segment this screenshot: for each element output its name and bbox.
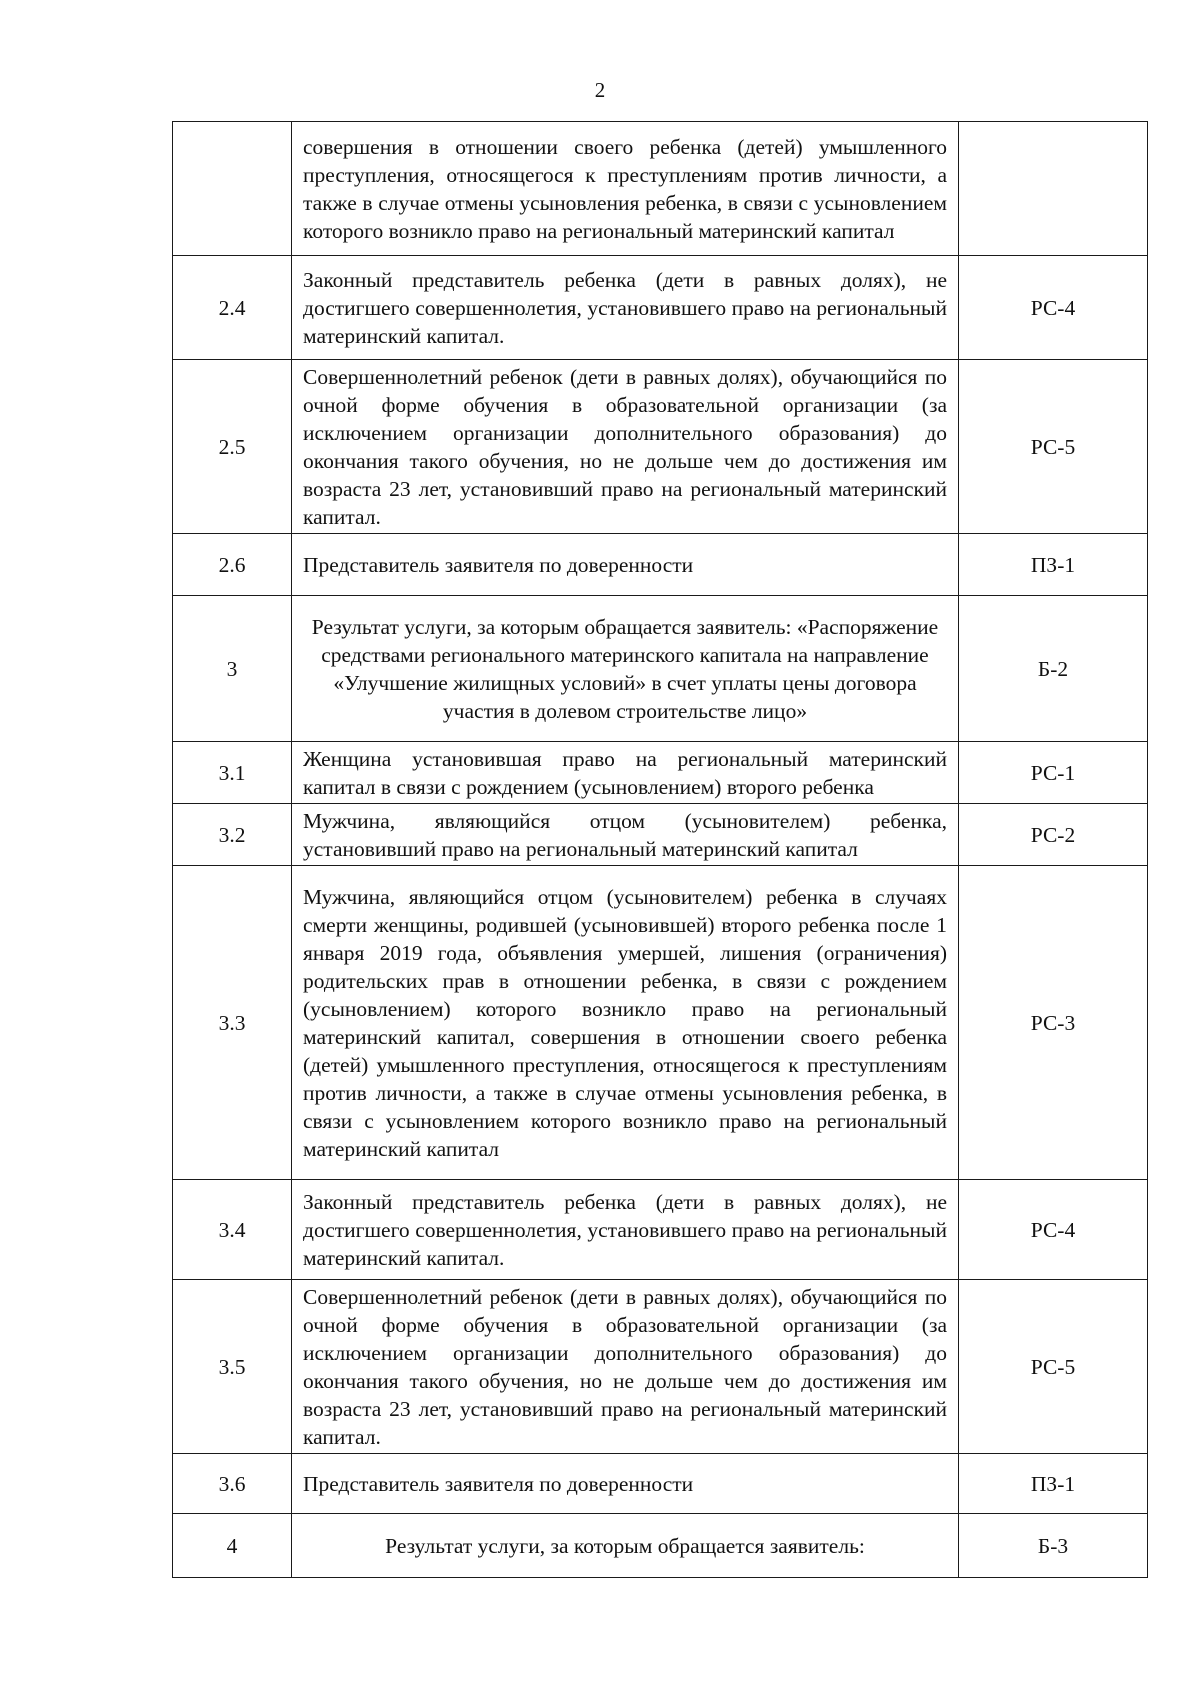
row-description: Мужчина, являющийся отцом (усыновителем) ребенка, установивший право на региональный материнский капитал xyxy=(292,804,959,866)
row-number: 3.3 xyxy=(173,866,292,1180)
table-row xyxy=(173,360,1148,534)
row-number: 3 xyxy=(173,596,292,742)
row-number: 3.6 xyxy=(173,1454,292,1514)
row-number: 3.2 xyxy=(173,804,292,866)
row-number: 3.5 xyxy=(173,1280,292,1454)
row-code: ПЗ-1 xyxy=(959,1454,1148,1514)
row-code: РС-2 xyxy=(959,804,1148,866)
row-number: 2.4 xyxy=(173,256,292,360)
table-row xyxy=(173,122,1148,256)
table-row xyxy=(173,1280,1148,1454)
row-description: Законный представитель ребенка (дети в равных долях), не достигшего совершеннолетия, установившего право на региональный материнский капитал. xyxy=(292,1180,959,1280)
row-code: РС-5 xyxy=(959,360,1148,534)
applicants-table xyxy=(172,121,1148,1578)
row-code: РС-4 xyxy=(959,1180,1148,1280)
row-number: 3.1 xyxy=(173,742,292,804)
row-description: Женщина установившая право на региональный материнский капитал в связи с рождением (усыновлением) второго ребенка xyxy=(292,742,959,804)
row-code: Б-2 xyxy=(959,596,1148,742)
page-number: 2 xyxy=(594,78,606,102)
row-description: Мужчина, являющийся отцом (усыновителем) ребенка в случаях смерти женщины, родившей (усыновившей) второго ребенка после 1 января 2019 года, объявления умершей, лишения (ограничения) родительских прав в отношении ребенка, в связи с рождением (усыновлением) которого возникло право на региональный материнский капитал, совершения в отношении своего ребенка (детей) умышленного преступления, относящегося к преступлениям против личности, а также в случае отмены усыновления ребенка, в связи с усыновлением которого возникло право на региональный материнский капитал xyxy=(292,866,959,1180)
row-description: Результат услуги, за которым обращается заявитель: «Распоряжение средствами регионального материнского капитала на направление «Улучшение жилищных условий» в счет уплаты цены договора участия в долевом строительстве лицо» xyxy=(292,596,959,742)
row-description: Представитель заявителя по доверенности xyxy=(292,534,959,596)
row-description: совершения в отношении своего ребенка (детей) умышленного преступления, относящегося к преступлениям против личности, а также в случае отмены усыновления ребенка, в связи с усыновлением которого возникло право на региональный материнский капитал xyxy=(292,122,959,256)
table-row xyxy=(173,1454,1148,1514)
row-description: Совершеннолетний ребенок (дети в равных долях), обучающийся по очной форме обучения в образовательной организации (за исключением организации дополнительного образования) до окончания такого обучения, но не дольше чем до достижения им возраста 23 лет, установивший право на региональный материнский капитал. xyxy=(292,360,959,534)
table-row xyxy=(173,742,1148,804)
row-description: Совершеннолетний ребенок (дети в равных долях), обучающийся по очной форме обучения в образовательной организации (за исключением организации дополнительного образования) до окончания такого обучения, но не дольше чем до достижения им возраста 23 лет, установивший право на региональный материнский капитал. xyxy=(292,1280,959,1454)
row-number: 2.6 xyxy=(173,534,292,596)
table-row xyxy=(173,1180,1148,1280)
table-row xyxy=(173,866,1148,1180)
table-row xyxy=(173,804,1148,866)
row-description: Результат услуги, за которым обращается заявитель: xyxy=(292,1514,959,1578)
row-code: Б-3 xyxy=(959,1514,1148,1578)
row-code: РС-5 xyxy=(959,1280,1148,1454)
row-code xyxy=(959,122,1148,256)
row-number: 3.4 xyxy=(173,1180,292,1280)
table-row xyxy=(173,596,1148,742)
row-number xyxy=(173,122,292,256)
table-row xyxy=(173,256,1148,360)
table-row xyxy=(173,534,1148,596)
row-code: РС-1 xyxy=(959,742,1148,804)
row-description: Представитель заявителя по доверенности xyxy=(292,1454,959,1514)
row-number: 4 xyxy=(173,1514,292,1578)
row-code: РС-3 xyxy=(959,866,1148,1180)
row-code: РС-4 xyxy=(959,256,1148,360)
row-number: 2.5 xyxy=(173,360,292,534)
row-code: ПЗ-1 xyxy=(959,534,1148,596)
row-description: Законный представитель ребенка (дети в равных долях), не достигшего совершеннолетия, установившего право на региональный материнский капитал. xyxy=(292,256,959,360)
table-row xyxy=(173,1514,1148,1578)
